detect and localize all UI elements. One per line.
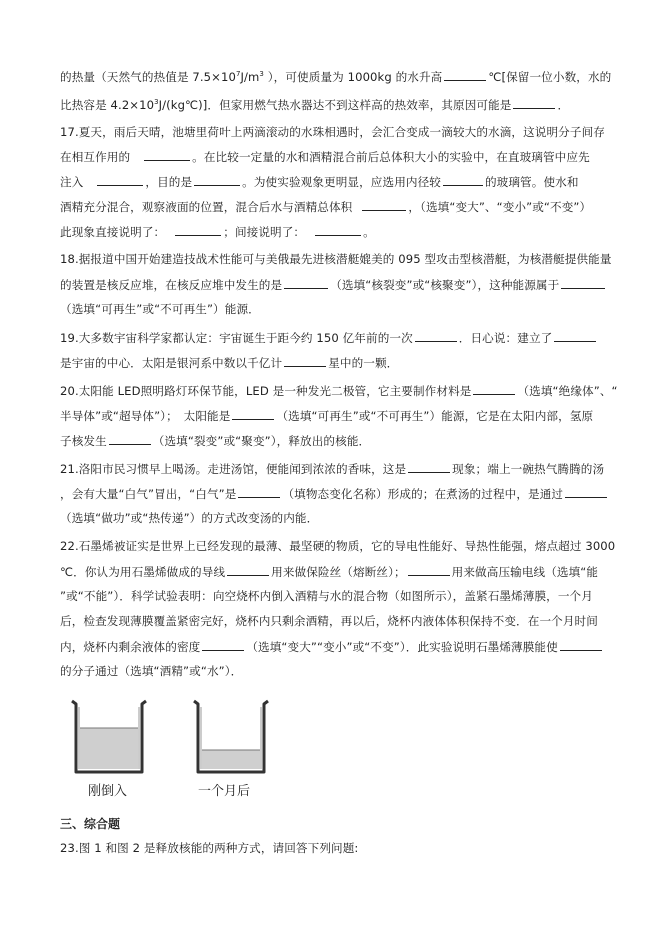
q18-text: 的装置是核反应堆，在核反应堆中发生的是 [60, 278, 283, 292]
q19-line-1 [60, 329, 620, 346]
q16-line-2 [60, 96, 620, 113]
q20-text: 子核发生 [60, 434, 107, 448]
q20-line-2 [60, 407, 620, 424]
q16-text: J/(kg℃)]．但家用燃气热水器达不到这样高的热效率，其原因可能是 [158, 98, 512, 112]
q22-text: （选填“变大”“变小”或“不变”）．此实验说明石墨烯薄膜能使 [246, 640, 558, 654]
q17-text: ，目的是 [145, 175, 193, 189]
q22-line-5 [60, 638, 620, 655]
answer-blank[interactable] [227, 563, 269, 576]
q22-line-1: 22.石墨烯被证实是世界上已经发现的最薄、最坚硬的物质，它的导电性能好、导热性能强，熔点超过 3000 [60, 539, 616, 553]
q22-line-6: 的分子通过（选填“酒精”或“水”）． [60, 664, 243, 678]
answer-blank[interactable] [473, 382, 515, 395]
answer-blank[interactable] [97, 173, 143, 186]
q16-text: 的热量（天然气的热值是 7.5×10 [60, 70, 236, 84]
q17-text: 。在比较一定量的水和酒精混合前后总体积大小的实验中，在直玻璃管中应先 [192, 150, 590, 164]
q16-exponent: 7 [235, 70, 241, 79]
q16-unit-exponent: 3 [259, 70, 264, 79]
q17-line-3 [60, 173, 620, 190]
q17-text: 。 [363, 225, 375, 239]
answer-blank[interactable] [444, 68, 486, 81]
q21-text: 现象；端上一碗热气腾腾的汤 [452, 462, 605, 476]
q20-text: （选填“绝缘体”、“ [517, 384, 618, 398]
q21-line-3: （选填“做功”或“热传递”）的方式改变汤的内能． [60, 511, 319, 525]
q16-text: ℃[保留一位小数，水的 [488, 70, 612, 84]
q21-line-2 [60, 485, 620, 502]
q22-text: ℃．你认为用石墨烯做成的导线 [60, 565, 226, 579]
answer-blank[interactable] [561, 276, 605, 289]
q18-text: （选填“核裂变”或“核聚变”），这种能源属于 [330, 278, 560, 292]
q18-line-2 [60, 276, 620, 293]
answer-blank[interactable] [232, 407, 274, 420]
answer-blank[interactable] [415, 329, 457, 342]
q20-text: 半导体”或“超导体”）； 太阳能是 [60, 409, 231, 423]
q16-unit: J/m [240, 70, 260, 84]
answer-blank[interactable] [554, 329, 596, 342]
q19-text: 是宇宙的中心．太阳是银河系中数以千亿计 [60, 356, 283, 370]
answer-blank[interactable] [175, 223, 221, 236]
answer-blank[interactable] [284, 276, 328, 289]
q20-line-1 [60, 382, 620, 399]
liquid-remaining [202, 750, 260, 769]
answer-blank[interactable] [194, 173, 240, 186]
answer-blank[interactable] [408, 563, 450, 576]
beaker-low-illustration [190, 698, 272, 778]
q17-text: 注入 [60, 175, 84, 189]
q17-text: ，（选填“变大”、“变小”或“不变”） [408, 200, 592, 214]
q16-text: ． [557, 98, 570, 112]
answer-blank[interactable] [109, 432, 151, 445]
q20-text: （选填“裂变”或“聚变”），释放出的核能． [152, 434, 371, 448]
answer-blank[interactable] [565, 485, 607, 498]
q18-line-1: 18.据报道中国开始建造技战术性能可与美俄最先进核潜艇媲美的 095 型攻击型核潜艇，为核潜艇提供能量 [60, 252, 612, 266]
caption-just-poured: 刚倒入 [88, 784, 128, 799]
q20-text: 20.太阳能 LED照明路灯环保节能，LED 是一种发光二极管，它主要制作材料是 [60, 384, 472, 398]
answer-blank[interactable] [408, 460, 450, 473]
q17-line-4 [60, 198, 620, 215]
answer-blank[interactable] [202, 638, 244, 651]
q20-line-3 [60, 432, 620, 449]
q17-text: ；间接说明了： [223, 225, 306, 239]
q21-text: ，会有大量“白气”冒出，“白气”是 [60, 487, 237, 501]
q20-text: （选填“可再生”或“不可再生”）能源，它是在太阳内部，氢原 [276, 409, 594, 423]
q22-text: 用来做高压输电线（选填“能 [451, 565, 599, 579]
q16-line-1 [60, 68, 620, 85]
liquid-mixture [80, 728, 138, 769]
answer-blank[interactable] [238, 485, 280, 498]
q17-text: 此现象直接说明了： [60, 225, 166, 239]
q16-exponent: 3 [154, 98, 159, 107]
section-title: 三、综合题 [60, 817, 121, 831]
answer-blank[interactable] [144, 148, 190, 161]
q21-text: （填物态变化名称）形成的；在煮汤的过程中，是通过 [282, 487, 564, 501]
q23-line-1: 23.图 1 和图 2 是释放核能的两种方式，请回答下列问题: [60, 841, 359, 855]
q22-line-3: ”或“不能”）．科学试验表明：向空烧杯内倒入酒精与水的混合物（如图所示），盖紧石墨烯薄膜，一个月 [60, 589, 593, 603]
q17-line-2 [60, 148, 620, 165]
q18-line-3: （选填“可再生”或“不可再生”）能源． [60, 302, 260, 316]
q19-text: 19.大多数宇宙科学家都认定：宇宙诞生于距今约 150 亿年前的一次 [60, 331, 413, 345]
answer-blank[interactable] [513, 96, 555, 109]
q19-text: 星中的一颗． [328, 356, 399, 370]
answer-blank[interactable] [443, 173, 483, 186]
answer-blank[interactable] [560, 638, 602, 651]
q17-text: 。为使实验观象更明显，应选用内径较 [242, 175, 441, 189]
q21-text: 21.洛阳市民习惯早上喝汤。走进汤馆，便能闻到浓浓的香味，这是 [60, 462, 407, 476]
q19-line-2 [60, 354, 620, 371]
q22-text: 内，烧杯内剩余液体的密度 [60, 640, 201, 654]
q17-text: 在相互作用的 [60, 150, 131, 164]
beaker-full-illustration [68, 698, 150, 778]
q22-line-4: 后，检查发现薄膜覆盖紧密完好，烧杯内只剩余酒精，再以后，烧杯内液体体积保持不变．在一个月时间 [60, 614, 598, 628]
q21-line-1 [60, 460, 620, 477]
q19-text: ．日心说：建立了 [458, 331, 553, 345]
q16-text: ），可使质量为 1000kg 的水升高 [263, 70, 443, 84]
answer-blank[interactable] [284, 354, 326, 367]
answer-blank[interactable] [315, 223, 361, 236]
q17-text: 的玻璃管。使水和 [484, 175, 579, 189]
answer-blank[interactable] [362, 198, 406, 211]
q22-line-2 [60, 563, 620, 580]
q16-text: 比热容是 4.2×10 [60, 98, 155, 112]
caption-one-month-later: 一个月后 [198, 784, 251, 799]
q17-line-5 [60, 223, 620, 240]
q17-line-1: 17.夏天，雨后天晴，池塘里荷叶上两滴滚动的水珠相遇时，会汇合变成一滴较大的水滴，这说明分子间存 [60, 125, 605, 139]
q22-text: 用来做保险丝（熔断丝）； [271, 565, 406, 579]
q17-text: 酒精充分混合，观察液面的位置，混合后水与酒精总体积 [60, 200, 353, 214]
